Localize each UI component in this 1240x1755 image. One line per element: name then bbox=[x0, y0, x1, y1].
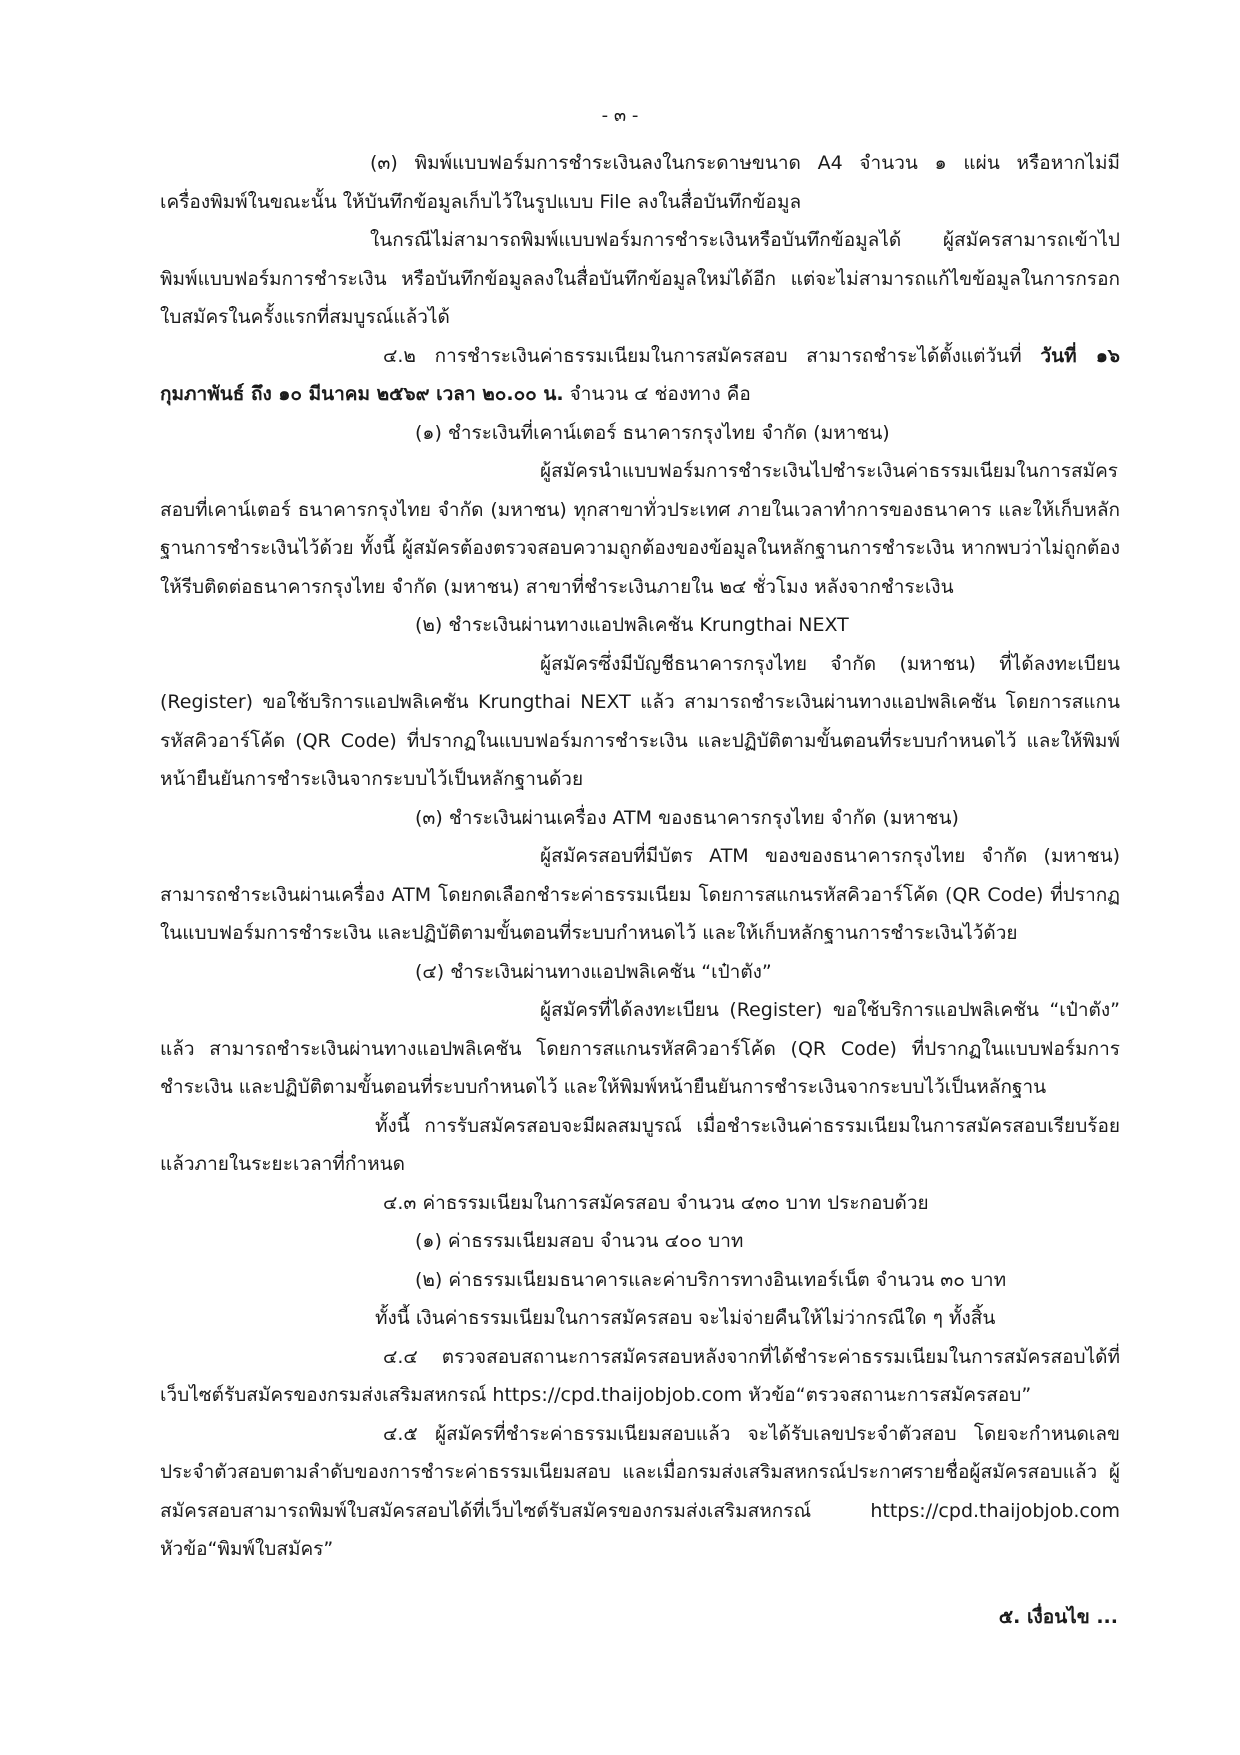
paragraph-text: ๔.๒ การชำระเงินค่าธรรมเนียมในการสมัครสอบ สามารถชำระได้ตั้งแต่วันที่ bbox=[383, 344, 1041, 367]
paragraph: (๑) ค่าธรรมเนียมสอบ จำนวน ๔๐๐ บาท bbox=[415, 1230, 744, 1252]
paragraph: (๔) ชำระเงินผ่านทางแอปพลิเคชัน “เป๋าตัง” bbox=[415, 960, 772, 983]
paragraph: (๒) ชำระเงินผ่านทางแอปพลิเคชัน Krungthai NEXT bbox=[415, 614, 849, 636]
paragraph: ผู้สมัครสอบที่มีบัตร ATM ของของธนาคารกรุงไทย จำกัด (มหาชน) สามารถชำระเงินผ่านเครื่อง ATM โดยกดเลือกชำระค่าธรรมเนียม โดยการสแกนรหัสคิวอาร์โค้ด (QR Code) ที่ปรากฏในแบบฟอร์มการชำระเงิน และปฏิบัติตามขั้นตอนที่ระบบกำหนดไว้ และให้เก็บหลักฐานการชำระเงินไว้ด้วย bbox=[160, 845, 1120, 944]
document-body bbox=[160, 144, 1120, 1569]
paragraph: ผู้สมัครที่ได้ลงทะเบียน (Register) ขอใช้บริการแอปพลิเคชัน “เป๋าตัง” แล้ว สามารถชำระเงินผ่านทางแอปพลิเคชัน โดยการสแกนรหัสคิวอาร์โค้ด (QR Code) ที่ปรากฏในแบบฟอร์มการชำระเงิน และปฏิบัติตามขั้นตอนที่ระบบกำหนดไว้ และให้พิมพ์หน้ายืนยันการชำระเงินจากระบบไว้เป็นหลักฐาน bbox=[160, 999, 1120, 1098]
paragraph bbox=[160, 337, 1120, 414]
paragraph: ผู้สมัครนำแบบฟอร์มการชำระเงินไปชำระเงินค่าธรรมเนียมในการสมัครสอบที่เคาน์เตอร์ ธนาคารกรุงไทย จำกัด (มหาชน) ทุกสาขาทั่วประเทศ ภายในเวลาทำการของธนาคาร และให้เก็บหลักฐานการชำระเงินไว้ด้วย ทั้งนี้ ผู้สมัครต้องตรวจสอบความถูกต้องของข้อมูลในหลักฐานการชำระเงิน หากพบว่าไม่ถูกต้องให้รีบติดต่อธนาคารกรุงไทย จำกัด (มหาชน) สาขาที่ชำระเงินภายใน ๒๔ ชั่วโมง หลังจากชำระเงิน bbox=[160, 460, 1120, 598]
paragraph: ทั้งนี้ การรับสมัครสอบจะมีผลสมบูรณ์ เมื่อชำระเงินค่าธรรมเนียมในการสมัครสอบเรียบร้อยแล้วภายในระยะเวลาที่กำหนด bbox=[160, 1114, 1120, 1175]
paragraph: ๔.๔ ตรวจสอบสถานะการสมัครสอบหลังจากที่ได้ชำระค่าธรรมเนียมในการสมัครสอบได้ที่เว็บไซต์รับสมัครของกรมส่งเสริมสหกรณ์ https://cpd.thaijobjob.com หัวข้อ“ตรวจสถานะการสมัครสอบ” bbox=[160, 1345, 1120, 1406]
page-number: - ๓ - bbox=[601, 105, 639, 126]
paragraph: ๔.๕ ผู้สมัครที่ชำระค่าธรรมเนียมสอบแล้ว จะได้รับเลขประจำตัวสอบ โดยจะกำหนดเลขประจำตัวสอบตามลำดับของการชำระค่าธรรมเนียมสอบ และเมื่อกรมส่งเสริมสหกรณ์ประกาศรายชื่อผู้สมัครสอบแล้ว ผู้สมัครสอบสามารถพิมพ์ใบสมัครสอบได้ที่เว็บไซต์รับสมัครของกรมส่งเสริมสหกรณ์ https://cpd.thaijobjob.com หัวข้อ“พิมพ์ใบสมัคร” bbox=[160, 1422, 1120, 1560]
date-range-bold: วันที่ ๑๖ กุมภาพันธ์ ถึง ๑๐ มีนาคม ๒๕๖๙ เวลา ๒๐.๐๐ น. bbox=[160, 344, 1120, 405]
paragraph: (๒) ค่าธรรมเนียมธนาคารและค่าบริการทางอินเทอร์เน็ต จำนวน ๓๐ บาท bbox=[415, 1268, 1007, 1291]
paragraph: ในกรณีไม่สามารถพิมพ์แบบฟอร์มการชำระเงินหรือบันทึกข้อมูลได้ ผู้สมัครสามารถเข้าไปพิมพ์แบบฟอร์มการชำระเงิน หรือบันทึกข้อมูลลงในสื่อบันทึกข้อมูลใหม่ได้อีก แต่จะไม่สามารถแก้ไขข้อมูลในการกรอกใบสมัครในครั้งแรกที่สมบูรณ์แล้วได้ bbox=[160, 229, 1120, 328]
continuation-marker: ๕. เงื่อนไข ... bbox=[998, 1606, 1118, 1628]
paragraph: (๓) พิมพ์แบบฟอร์มการชำระเงินลงในกระดาษขนาด A4 จำนวน ๑ แผ่น หรือหากไม่มีเครื่องพิมพ์ในขณะนั้น ให้บันทึกข้อมูลเก็บไว้ในรูปแบบ File ลงในสื่อบันทึกข้อมูล bbox=[160, 152, 1120, 213]
paragraph: ผู้สมัครซึ่งมีบัญชีธนาคารกรุงไทย จำกัด (มหาชน) ที่ได้ลงทะเบียน (Register) ขอใช้บริการแอปพลิเคชัน Krungthai NEXT แล้ว สามารถชำระเงินผ่านทางแอปพลิเคชัน โดยการสแกนรหัสคิวอาร์โค้ด (QR Code) ที่ปรากฏในแบบฟอร์มการชำระเงิน และปฏิบัติตามขั้นตอนที่ระบบกำหนดไว้ และให้พิมพ์หน้ายืนยันการชำระเงินจากระบบไว้เป็นหลักฐานด้วย bbox=[160, 652, 1120, 790]
paragraph: (๓) ชำระเงินผ่านเครื่อง ATM ของธนาคารกรุงไทย จำกัด (มหาชน) bbox=[415, 806, 959, 829]
paragraph: ทั้งนี้ เงินค่าธรรมเนียมในการสมัครสอบ จะไม่จ่ายคืนให้ไม่ว่ากรณีใด ๆ ทั้งสิ้น bbox=[375, 1307, 996, 1329]
paragraph: (๑) ชำระเงินที่เคาน์เตอร์ ธนาคารกรุงไทย จำกัด (มหาชน) bbox=[415, 421, 890, 444]
paragraph: ๔.๓ ค่าธรรมเนียมในการสมัครสอบ จำนวน ๔๓๐ บาท ประกอบด้วย bbox=[383, 1191, 929, 1214]
paragraph-text: จำนวน ๔ ช่องทาง คือ bbox=[563, 383, 751, 405]
